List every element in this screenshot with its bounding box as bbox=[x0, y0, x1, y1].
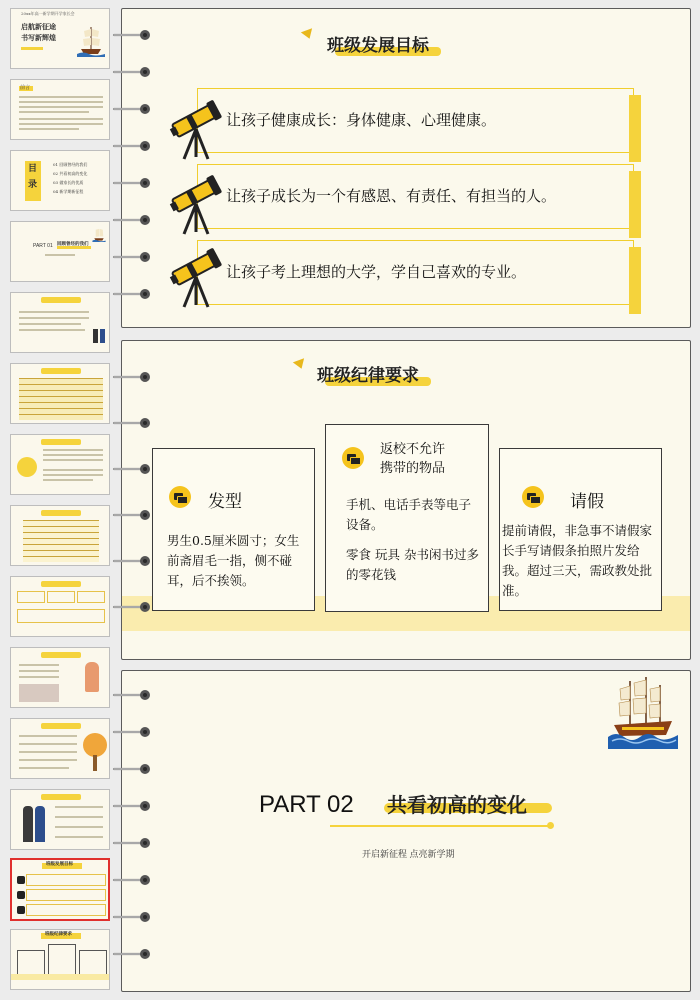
binding-ring-icon bbox=[112, 725, 152, 739]
ship-icon bbox=[608, 673, 678, 749]
underline-dot bbox=[547, 822, 554, 829]
title-accent-icon bbox=[293, 358, 307, 371]
binding-ring-icon bbox=[112, 873, 152, 887]
binding-ring-icon bbox=[112, 102, 152, 116]
slide-thumbnail-10[interactable] bbox=[10, 647, 110, 708]
binding-ring-icon bbox=[112, 370, 152, 384]
slide-thumbnail-8[interactable] bbox=[10, 505, 110, 566]
slide-thumbnail-9[interactable] bbox=[10, 576, 110, 637]
discipline-card-hairstyle[interactable] bbox=[152, 448, 315, 611]
ship-icon bbox=[77, 23, 105, 57]
binding-ring-icon bbox=[112, 554, 152, 568]
slide-title: 班级发展目标 bbox=[327, 31, 429, 56]
slide-class-goals[interactable] bbox=[121, 8, 691, 328]
binding-ring-icon bbox=[112, 508, 152, 522]
goal-text-3: 让孩子考上理想的大学，学自己喜欢的专业。 bbox=[226, 263, 527, 281]
binding-ring-icon bbox=[112, 836, 152, 850]
goal-text-1: 让孩子健康成长：身体健康、心理健康。 bbox=[226, 111, 497, 129]
goal-card-1[interactable] bbox=[197, 88, 634, 153]
slide-thumbnail-1[interactable] bbox=[10, 8, 110, 69]
slide-thumbnail-2[interactable] bbox=[10, 79, 110, 140]
binding-ring-icon bbox=[112, 799, 152, 813]
slide-class-discipline[interactable] bbox=[121, 340, 691, 660]
card-body: 提前请假，非急事不请假家长手写请假条拍照片发给我。超过三天，需政教处批准。 bbox=[502, 523, 653, 598]
folder-icon bbox=[522, 486, 544, 508]
telescope-icon bbox=[167, 99, 225, 161]
telescope-icon bbox=[167, 174, 225, 236]
binding-ring-icon bbox=[112, 462, 152, 476]
discipline-card-leave[interactable] bbox=[499, 448, 662, 611]
slide-thumbnail-4[interactable]: PART 01 回顾曾经的我们 bbox=[10, 221, 110, 282]
slide-thumbnail-7[interactable] bbox=[10, 434, 110, 495]
slide-thumbnail-13[interactable]: 班级发展目标 bbox=[10, 858, 110, 921]
goal-card-3[interactable] bbox=[197, 240, 634, 305]
slide-part-02[interactable] bbox=[121, 670, 691, 992]
title-underline bbox=[330, 825, 552, 827]
slide-thumbnail-panel[interactable] bbox=[0, 0, 118, 1000]
thumb-title-1: 启航新征途 bbox=[21, 22, 56, 31]
binding-ring-icon bbox=[112, 688, 152, 702]
part-title: 共看初高的变化 bbox=[387, 793, 527, 817]
folder-icon bbox=[169, 486, 191, 508]
slide-thumbnail-12[interactable] bbox=[10, 789, 110, 850]
slide-thumbnail-6[interactable] bbox=[10, 363, 110, 424]
slide-title: 班级纪律要求 bbox=[317, 361, 419, 386]
card-title: 请假 bbox=[570, 492, 604, 512]
binding-ring-icon bbox=[112, 416, 152, 430]
binding-ring-icon bbox=[112, 250, 152, 264]
telescope-icon bbox=[167, 247, 225, 309]
card-body-1: 手机、电话手表等电子设备。 bbox=[346, 497, 472, 532]
title-accent-icon bbox=[301, 28, 315, 41]
slide-thumbnail-5[interactable] bbox=[10, 292, 110, 353]
binding-ring-icon bbox=[112, 28, 152, 42]
binding-ring-icon bbox=[112, 947, 152, 961]
part-subtitle: 开启新征程 点亮新学期 bbox=[362, 849, 455, 859]
card-body: 男生0.5厘米圆寸；女生前斋眉毛一指，侧不碰耳，后不挨领。 bbox=[167, 533, 300, 588]
card-title-line1: 返校不允许 bbox=[380, 442, 446, 457]
thumb-header: 20xx年高一新学期开学家长会 bbox=[21, 11, 75, 16]
binding-ring-icon bbox=[112, 213, 152, 227]
thumb-title-2: 书写新辉煌 bbox=[21, 33, 56, 42]
slide-thumbnail-11[interactable] bbox=[10, 718, 110, 779]
goal-card-2[interactable] bbox=[197, 164, 634, 229]
goal-text-2: 让孩子成长为一个有感恩、有责任、有担当的人。 bbox=[226, 187, 557, 205]
binding-ring-icon bbox=[112, 139, 152, 153]
card-body-2: 零食 玩具 杂书闲书过多的零花钱 bbox=[346, 547, 479, 582]
binding-ring-icon bbox=[112, 176, 152, 190]
card-title-line2: 携带的物品 bbox=[380, 461, 446, 476]
slide-thumbnail-3[interactable]: 目 录 01 回顾曾经的我们 02 共看初高的变化 03 做家长的优质 04 新学期新征程 bbox=[10, 150, 110, 211]
card-title: 发型 bbox=[208, 492, 242, 512]
folder-icon bbox=[342, 447, 364, 469]
binding-ring-icon bbox=[112, 287, 152, 301]
binding-ring-icon bbox=[112, 65, 152, 79]
thumb-heading: 前言 bbox=[20, 85, 31, 91]
binding-ring-icon bbox=[112, 762, 152, 776]
part-number: PART 02 bbox=[259, 791, 354, 818]
binding-ring-icon bbox=[112, 910, 152, 924]
binding-ring-icon bbox=[112, 600, 152, 614]
ship-icon bbox=[91, 226, 107, 242]
discipline-card-prohibited-items[interactable] bbox=[325, 424, 489, 612]
slide-thumbnail-14[interactable]: 班级纪律要求 bbox=[10, 929, 110, 990]
